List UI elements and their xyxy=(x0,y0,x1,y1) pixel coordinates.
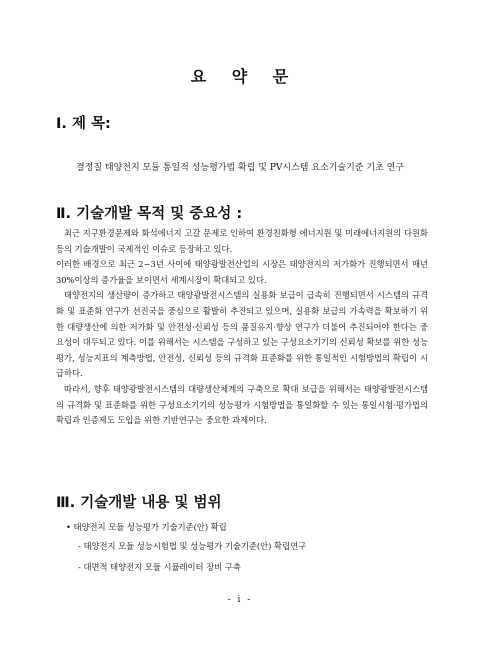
bullet-item: • 태양전지 모듈 성능평가 기술기준(안) 확립 xyxy=(66,522,227,532)
sub-item: - 대면적 태양전지 모듈 시뮬레이터 장비 구축 xyxy=(78,562,241,572)
document-title: 요 약 문 xyxy=(190,67,290,86)
paragraph: 최근 지구환경문제와 화석에너지 고갈 문제로 인하여 환경친화형 에너지원 및 미래에너지원의 다원화 등의 기술개발이 국제적인 이슈로 등장하고 있다. xyxy=(56,228,428,254)
page-number: - i - xyxy=(227,595,253,605)
purpose-body xyxy=(56,226,428,429)
paragraph: 따라서, 향후 태양광발전시스템의 대량생산체계의 구축으로 확대 보급을 위해서는 태양광발전시스템의 규격화 및 표준화를 위한 구성요소기기의 성능평가 시험방법을 통일화할 수 있는 통일시험·평가법의 확립과 인증제도 도입을 위한 기반연구는 중요한 과제이다. xyxy=(56,383,428,426)
sub-item: - 태양전지 모듈 성능시험법 및 성능평가 기술기준(안) 확립연구 xyxy=(78,541,307,551)
section-heading-title: Ⅰ. 제 목: xyxy=(56,116,111,132)
section-heading-scope: Ⅲ. 기술개발 내용 및 범위 xyxy=(56,495,222,511)
study-title: 결정질 태양전지 모듈 통일적 성능평가법 확립 및 PV시스템 요소기술기준 기초 연구 xyxy=(75,163,405,173)
paragraph: 이러한 배경으로 최근 2~3년 사이에 태양광발전산업의 시장은 태양전지의 저가화가 진행되면서 매년 30%이상의 증가율을 보이면서 세계시장이 확대되고 있다. xyxy=(56,259,428,285)
section-heading-purpose: Ⅱ. 기술개발 목적 및 중요성 : xyxy=(56,206,243,222)
paragraph: 태양전지의 생산량이 증가하고 태양광발전시스템의 실용화 보급이 급속히 진행되면서 시스템의 규격화 및 표준화 연구가 선진국을 중심으로 활발히 추진되고 있으며, 실용화 보급의 가속력을 확보하기 위한 대량생산에 의한 저가화 및 안전성·신뢰성 등의 품질유지·향상 연구가 더불어 추진되어야 한다는 중요성이 대두되고 있다. 이를 위해서는 시스템을 구성하고 있는 구성요소기기의 신뢰성 확보를 위한 성능평가, 성능지표의 계측방법, 안전성, 신뢰성 등의 규격화 표준화를 위한 통일적인 시험방법의 확립이 시급하다. xyxy=(56,290,428,379)
